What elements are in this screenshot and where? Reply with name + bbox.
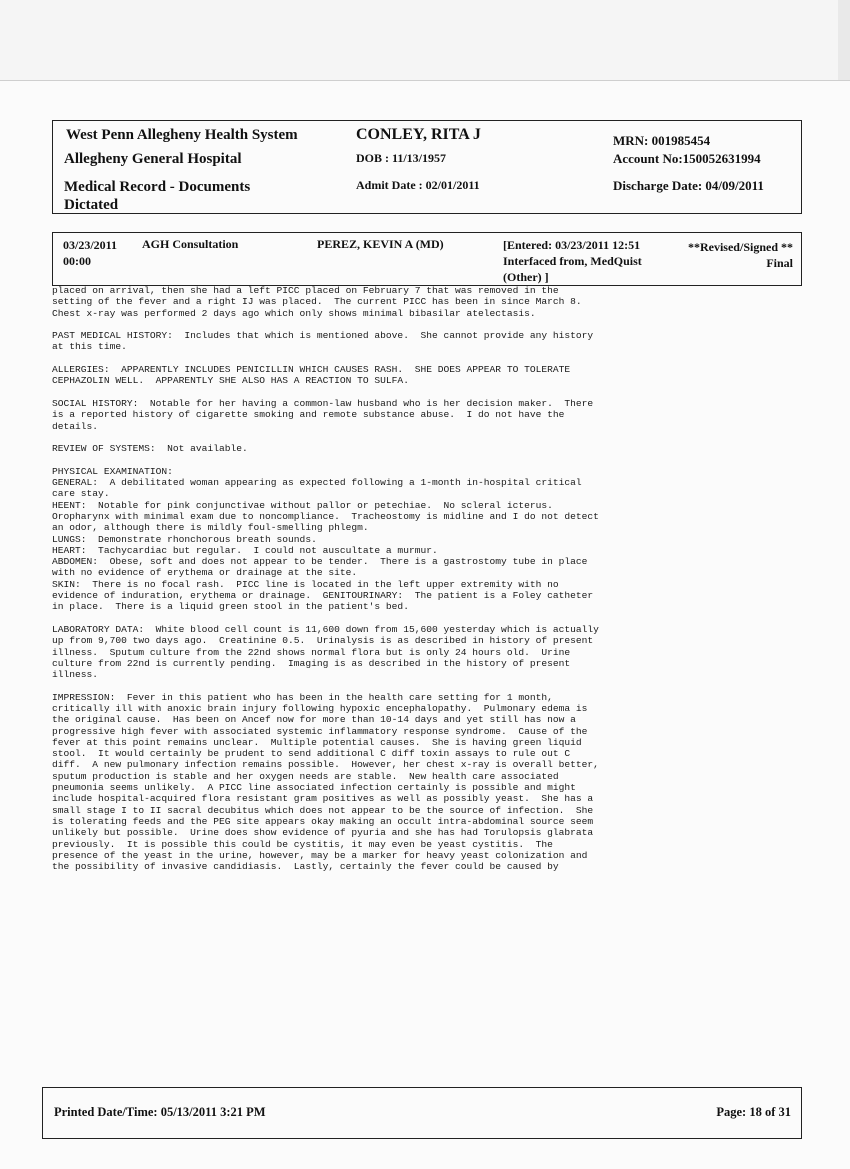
entry-entered-info: [Entered: 03/23/2011 12:51 Interfaced from, MedQuist (Other) ]	[503, 238, 642, 284]
body-line: fever at this point remains unclear. Multiple potential causes. She is having green liquid	[52, 736, 582, 748]
body-line: CEPHAZOLIN WELL. APPARENTLY SHE ALSO HAS A REACTION TO SULFA.	[52, 375, 409, 387]
body-line: progressive high fever with associated systemic inflammatory response syndrome. Cause of the	[52, 725, 588, 737]
body-line: presence of the yeast in the urine, however, may be a marker for heavy yeast colonization and	[52, 849, 588, 861]
body-line: stool. It would certainly be prudent to send additional C diff toxin assays to rule out C	[52, 748, 571, 760]
body-line: culture from 22nd is currently pending. Imaging is as described in the history of present	[52, 657, 571, 669]
body-line: details.	[52, 420, 99, 432]
body-line: SKIN: There is no focal rash. PICC line is located in the left upper extremity with no	[52, 578, 559, 590]
body-line: is tolerating feeds and the PEG site appears okay making an occult intra-abdominal source seem	[52, 815, 594, 827]
body-line: IMPRESSION: Fever in this patient who has been in the health care setting for 1 month,	[52, 691, 553, 703]
body-line: HEENT: Notable for pink conjunctivae without pallor or petechiae. No scleral icterus.	[52, 499, 553, 511]
body-line: ALLERGIES: APPARENTLY INCLUDES PENICILLIN WHICH CAUSES RASH. SHE DOES APPEAR TO TOLERATE	[52, 364, 571, 376]
body-line: an odor, although there is mildly foul-smelling phlegm.	[52, 522, 369, 534]
scan-margin	[0, 0, 850, 80]
body-line: REVIEW OF SYSTEMS: Not available.	[52, 443, 248, 455]
body-line: care stay.	[52, 488, 110, 500]
body-line: LABORATORY DATA: White blood cell count is 11,600 down from 15,600 yesterday which is actually	[52, 623, 599, 635]
scan-edge	[838, 0, 850, 80]
body-line: HEART: Tachycardiac but regular. I could not auscultate a murmur.	[52, 544, 438, 556]
body-line: include hospital-acquired flora resistant gram positives as well as possibly yeast. She has a	[52, 793, 594, 805]
printed-datetime: Printed Date/Time: 05/13/2011 3:21 PM	[54, 1105, 266, 1119]
body-line: up from 9,700 two days ago. Creatinine 0.5. Urinalysis is as described in history of present	[52, 635, 594, 647]
scan-divider	[0, 80, 850, 81]
discharge-date: Discharge Date: 04/09/2011	[613, 178, 764, 193]
body-line: unlikely but possible. Urine does show evidence of pyuria and she has had Torulopsis glabrata	[52, 827, 594, 839]
body-line: setting of the fever and a right IJ was placed. The current PICC has been in since March 8.	[52, 296, 582, 308]
document-entry-bar	[52, 232, 802, 286]
body-line: LUNGS: Demonstrate rhonchorous breath sounds.	[52, 533, 317, 545]
body-line: illness. Sputum culture from the 22nd shows normal flora but is only 24 hours old. Urine	[52, 646, 571, 658]
body-line: PAST MEDICAL HISTORY: Includes that which is mentioned above. She cannot provide any history	[52, 330, 594, 342]
mrn: MRN: 001985454	[613, 133, 711, 148]
health-system-name: West Penn Allegheny Health System	[66, 127, 298, 143]
body-line: previously. It is possible this could be cystitis, it may even be yeast cystitis. The	[52, 838, 553, 850]
body-line: small stage I to II sacral decubitus which does not appear to be the source of infection. She	[52, 804, 594, 816]
body-line: PHYSICAL EXAMINATION:	[52, 465, 173, 477]
dictation-body	[52, 285, 652, 872]
body-line: diff. A new pulmonary infection remains possible. However, her chest x-ray is overall better,	[52, 759, 599, 771]
document-type: Medical Record - Documents Dictated	[64, 179, 251, 213]
body-line: is a reported history of cigarette smoking and remote substance abuse. I do not have the	[52, 409, 565, 421]
body-line: evidence of induration, erythema or drainage. GENITOURINARY: The patient is a Foley catheter	[52, 590, 594, 602]
admit-date: Admit Date : 02/01/2011	[356, 178, 480, 192]
body-line: in place. There is a liquid green stool in the patient's bed.	[52, 601, 409, 613]
body-line: Oropharynx with minimal exam due to noncompliance. Tracheostomy is midline and I do not detect	[52, 510, 599, 522]
body-line: placed on arrival, then she had a left PICC placed on February 7 that was removed in the	[52, 285, 559, 296]
body-line: with no evidence of erythema or drainage at the site.	[52, 567, 358, 579]
body-line: ABDOMEN: Obese, soft and does not appear to be tender. There is a gastrostomy tube in place	[52, 556, 588, 568]
body-line: the possibility of invasive candidiasis. Lastly, certainly the fever could be caused by	[52, 861, 559, 873]
entry-date: 03/23/2011 00:00	[63, 238, 118, 268]
body-line: Chest x-ray was performed 2 days ago which only shows minimal bibasilar atelectasis.	[52, 307, 536, 319]
body-line: the original cause. Has been on Ancef now for more than 10-14 days and yet still has now a	[52, 714, 576, 726]
body-line: GENERAL: A debilitated woman appearing as expected following a 1-month in-hospital critical	[52, 477, 582, 489]
body-line: SOCIAL HISTORY: Notable for her having a common-law husband who is her decision maker. There	[52, 397, 594, 409]
body-line: sputum production is stable and her oxygen needs are stable. New health care associated	[52, 770, 559, 782]
patient-dob: DOB : 11/13/1957	[356, 151, 447, 165]
entry-author: PEREZ, KEVIN A (MD)	[317, 237, 444, 251]
body-line: critically ill with anoxic brain injury following hypoxic encephalopathy. Pulmonary edema is	[52, 702, 588, 714]
body-line: pneumonia seems unlikely. A PICC line associated infection certainly is possible and might	[52, 782, 576, 794]
patient-name: CONLEY, RITA J	[356, 126, 481, 143]
body-line: illness.	[52, 669, 99, 681]
body-line: at this time.	[52, 341, 127, 353]
page-number: Page: 18 of 31	[716, 1105, 791, 1119]
record-header	[52, 120, 802, 214]
hospital-name: Allegheny General Hospital	[64, 151, 242, 167]
entry-type: AGH Consultation	[142, 237, 239, 251]
account-number: Account No:150052631994	[613, 151, 761, 166]
print-footer	[42, 1087, 802, 1139]
entry-status: **Revised/Signed ** Final	[687, 240, 793, 270]
